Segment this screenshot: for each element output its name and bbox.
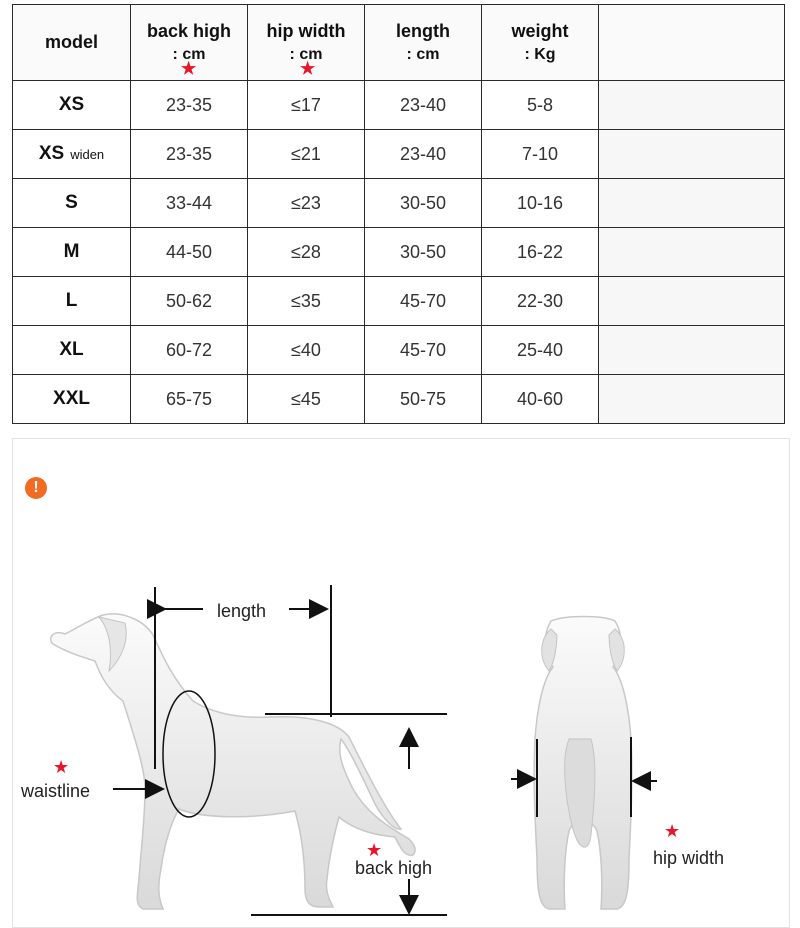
header-back-high-unit: : cm [172,46,206,63]
model-name: M [63,241,80,262]
cell-back-high: 23-35 [131,81,248,130]
star-icon: ★ [181,59,197,78]
header-row [13,5,785,81]
cell-weight: 25-40 [482,326,599,375]
exclamation-icon: ! [25,477,47,499]
hip-width-label: hip width [653,848,725,868]
star-icon: ★ [300,59,316,78]
cell-back-high: 65-75 [131,375,248,424]
cell-length: 23-40 [365,81,482,130]
cell-hip-width: ≤21 [248,130,365,179]
cell-model [13,130,131,179]
table-body [13,81,785,424]
header-weight: weight : Kg [482,5,599,81]
cell-model [13,375,131,424]
cell-empty [599,326,785,375]
cell-length: 30-50 [365,228,482,277]
header-hip-width: hip width : cm ★ [248,5,365,81]
measurement-diagram [12,438,790,928]
cell-length: 30-50 [365,179,482,228]
length-label: length [217,601,267,621]
model-name: L [65,290,78,311]
cell-model [13,326,131,375]
size-chart-table [12,4,785,424]
cell-model [13,228,131,277]
cell-weight: 22-30 [482,277,599,326]
cell-back-high: 50-62 [131,277,248,326]
cell-weight: 5-8 [482,81,599,130]
header-model: model [13,5,131,81]
cell-hip-width: ≤23 [248,179,365,228]
cell-back-high: 44-50 [131,228,248,277]
header-back-high: back high : cm ★ [131,5,248,81]
table-row [13,179,785,228]
table-row [13,130,785,179]
cell-model [13,277,131,326]
waistline-label: waistline [21,781,91,801]
star-icon: ★ [53,757,70,777]
model-name: XXL [53,388,90,409]
star-icon: ★ [664,821,681,841]
model-name: XL [59,339,84,360]
cell-weight: 7-10 [482,130,599,179]
cell-empty [599,81,785,130]
cell-empty [599,228,785,277]
table-row [13,277,785,326]
model-suffix: widen [70,147,105,162]
table-row [13,228,785,277]
cell-weight: 40-60 [482,375,599,424]
cell-weight: 16-22 [482,228,599,277]
dog-rear-view [534,617,632,910]
back-high-label: back high [355,858,433,878]
table-row [13,375,785,424]
header-hip-width-unit: : cm [289,46,323,63]
cell-empty [599,130,785,179]
model-name: S [65,192,78,213]
cell-weight: 10-16 [482,179,599,228]
header-length: length : cm [365,5,482,81]
star-icon: ★ [366,840,383,860]
cell-length: 45-70 [365,326,482,375]
cell-back-high: 23-35 [131,130,248,179]
cell-model [13,81,131,130]
cell-empty [599,375,785,424]
header-empty [599,5,785,81]
cell-hip-width: ≤40 [248,326,365,375]
table-row [13,81,785,130]
model-name: XS [38,143,65,164]
cell-length: 45-70 [365,277,482,326]
cell-hip-width: ≤35 [248,277,365,326]
cell-back-high: 60-72 [131,326,248,375]
cell-back-high: 33-44 [131,179,248,228]
cell-empty [599,179,785,228]
header-weight-unit: : Kg [524,46,556,63]
table-row [13,326,785,375]
cell-length: 23-40 [365,130,482,179]
cell-hip-width: ≤45 [248,375,365,424]
cell-model [13,179,131,228]
cell-length: 50-75 [365,375,482,424]
cell-hip-width: ≤28 [248,228,365,277]
cell-hip-width: ≤17 [248,81,365,130]
model-name: XS [58,94,85,115]
header-length-unit: : cm [406,46,440,63]
cell-empty [599,277,785,326]
